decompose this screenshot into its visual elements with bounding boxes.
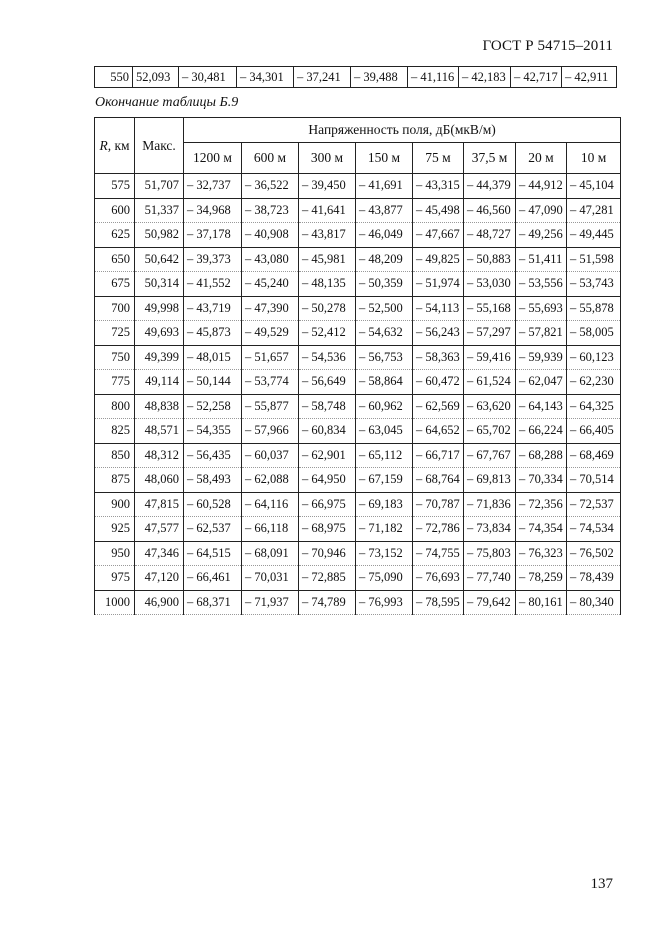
table-cell: – 73,152 — [356, 541, 413, 566]
table-cell: – 38,723 — [242, 198, 299, 223]
table-cell: – 39,488 — [351, 67, 408, 88]
table-cell: – 70,031 — [242, 566, 299, 591]
field-strength-table — [94, 117, 621, 615]
table-cell: – 54,632 — [356, 321, 413, 346]
table-cell: – 57,297 — [464, 321, 516, 346]
column-group-header: Напряженность поля, дБ(мкВ/м) — [184, 118, 621, 143]
table-cell: – 39,450 — [299, 174, 356, 199]
table-cell: – 68,469 — [567, 443, 621, 468]
table-row — [95, 590, 621, 615]
table-cell: – 45,498 — [413, 198, 464, 223]
table-cell: – 54,536 — [299, 345, 356, 370]
table-row — [95, 370, 621, 395]
table-row — [95, 174, 621, 199]
table-cell: – 68,764 — [413, 468, 464, 493]
table-cell: – 68,975 — [299, 517, 356, 542]
table-cell: – 77,740 — [464, 566, 516, 591]
table-cell: 48,060 — [135, 468, 184, 493]
table-cell: – 65,112 — [356, 443, 413, 468]
table-cell: 675 — [95, 272, 135, 297]
table-cell: – 57,966 — [242, 419, 299, 444]
table-cell: – 63,620 — [464, 394, 516, 419]
table-cell: – 64,515 — [184, 541, 242, 566]
table-cell: – 43,817 — [299, 223, 356, 248]
column-header-height: 600 м — [242, 143, 299, 174]
table-cell: – 66,461 — [184, 566, 242, 591]
table-cell: – 76,502 — [567, 541, 621, 566]
table-cell: – 60,528 — [184, 492, 242, 517]
table-cell: – 76,693 — [413, 566, 464, 591]
table-cell: – 48,209 — [356, 247, 413, 272]
table-cell: – 49,825 — [413, 247, 464, 272]
column-header-max: Макс. — [135, 118, 184, 174]
table-cell: – 72,885 — [299, 566, 356, 591]
table-cell: 51,337 — [135, 198, 184, 223]
table-cell: – 66,118 — [242, 517, 299, 542]
table-cell: – 50,359 — [356, 272, 413, 297]
table-cell: – 43,315 — [413, 174, 464, 199]
table-cell: – 30,481 — [179, 67, 237, 88]
table-cell: – 70,787 — [413, 492, 464, 517]
table-row — [95, 443, 621, 468]
table-cell: – 36,522 — [242, 174, 299, 199]
table-cell: – 41,552 — [184, 272, 242, 297]
table-cell: – 69,813 — [464, 468, 516, 493]
table-cell: – 56,435 — [184, 443, 242, 468]
table-cell: 1000 — [95, 590, 135, 615]
table-cell: – 45,240 — [242, 272, 299, 297]
table-cell: 48,312 — [135, 443, 184, 468]
table-cell: 52,093 — [133, 67, 179, 88]
table-cell: – 74,534 — [567, 517, 621, 542]
table-cell: – 58,363 — [413, 345, 464, 370]
table-cell: 700 — [95, 296, 135, 321]
table-cell: 950 — [95, 541, 135, 566]
table-cell: 575 — [95, 174, 135, 199]
table-cell: – 53,030 — [464, 272, 516, 297]
table-cell: – 71,182 — [356, 517, 413, 542]
table-cell: – 62,047 — [516, 370, 567, 395]
table-cell: – 55,168 — [464, 296, 516, 321]
table-cell: – 50,278 — [299, 296, 356, 321]
table-cell: – 73,834 — [464, 517, 516, 542]
table-cell: – 74,755 — [413, 541, 464, 566]
column-header-height: 150 м — [356, 143, 413, 174]
table-row — [95, 67, 617, 88]
table-cell: – 66,224 — [516, 419, 567, 444]
table-cell: – 68,091 — [242, 541, 299, 566]
table-cell: – 34,968 — [184, 198, 242, 223]
table-row — [95, 492, 621, 517]
table-cell: – 76,993 — [356, 590, 413, 615]
table-cell: – 70,946 — [299, 541, 356, 566]
table-cell: 50,642 — [135, 247, 184, 272]
table-cell: – 51,974 — [413, 272, 464, 297]
table-cell: 775 — [95, 370, 135, 395]
table-cell: – 72,786 — [413, 517, 464, 542]
table-cell: – 47,667 — [413, 223, 464, 248]
table-cell: – 34,301 — [237, 67, 294, 88]
table-cell: – 64,325 — [567, 394, 621, 419]
table-cell: – 78,595 — [413, 590, 464, 615]
table-cell: – 47,090 — [516, 198, 567, 223]
table-row — [95, 321, 621, 346]
table-cell: – 58,864 — [356, 370, 413, 395]
column-header-height: 10 м — [567, 143, 621, 174]
table-cell: – 51,411 — [516, 247, 567, 272]
table-cell: 51,707 — [135, 174, 184, 199]
table-cell: – 41,691 — [356, 174, 413, 199]
table-cell: 625 — [95, 223, 135, 248]
table-cell: 550 — [95, 67, 133, 88]
table-row — [95, 468, 621, 493]
table-cell: 725 — [95, 321, 135, 346]
table-cell: – 71,937 — [242, 590, 299, 615]
table-cell: 900 — [95, 492, 135, 517]
table-row — [95, 272, 621, 297]
table-caption: Окончание таблицы Б.9 — [95, 95, 239, 110]
table-cell: – 49,445 — [567, 223, 621, 248]
table-cell: 46,900 — [135, 590, 184, 615]
table-cell: – 62,537 — [184, 517, 242, 542]
table-cell: – 65,702 — [464, 419, 516, 444]
column-header-distance: R, км — [95, 118, 135, 174]
table-cell: 600 — [95, 198, 135, 223]
table-cell: – 37,241 — [294, 67, 351, 88]
table-cell: – 63,045 — [356, 419, 413, 444]
table-cell: – 61,524 — [464, 370, 516, 395]
table-cell: – 62,088 — [242, 468, 299, 493]
table-cell: – 46,560 — [464, 198, 516, 223]
table-row — [95, 517, 621, 542]
table-cell: 850 — [95, 443, 135, 468]
table-cell: – 54,113 — [413, 296, 464, 321]
table-cell: – 78,259 — [516, 566, 567, 591]
table-cell: 47,815 — [135, 492, 184, 517]
table-cell: – 64,950 — [299, 468, 356, 493]
table-cell: 49,998 — [135, 296, 184, 321]
table-cell: – 72,537 — [567, 492, 621, 517]
column-header-height: 1200 м — [184, 143, 242, 174]
table-cell: – 44,912 — [516, 174, 567, 199]
table-cell: – 69,183 — [356, 492, 413, 517]
table-cell: – 48,135 — [299, 272, 356, 297]
table-cell: – 48,015 — [184, 345, 242, 370]
table-cell: 925 — [95, 517, 135, 542]
table-cell: – 55,877 — [242, 394, 299, 419]
table-cell: – 43,719 — [184, 296, 242, 321]
table-cell: – 75,090 — [356, 566, 413, 591]
column-header-height: 300 м — [299, 143, 356, 174]
table-cell: 825 — [95, 419, 135, 444]
table-cell: – 56,649 — [299, 370, 356, 395]
table-cell: – 74,789 — [299, 590, 356, 615]
table-cell: 975 — [95, 566, 135, 591]
table-cell: 49,114 — [135, 370, 184, 395]
table-cell: – 80,161 — [516, 590, 567, 615]
table-row — [95, 566, 621, 591]
table-cell: 49,693 — [135, 321, 184, 346]
table-cell: – 42,911 — [562, 67, 617, 88]
table-cell: – 58,748 — [299, 394, 356, 419]
table-cell: – 50,883 — [464, 247, 516, 272]
table-cell: – 56,753 — [356, 345, 413, 370]
table-cell: – 45,981 — [299, 247, 356, 272]
table-cell: – 74,354 — [516, 517, 567, 542]
table-cell: – 56,243 — [413, 321, 464, 346]
table-cell: 875 — [95, 468, 135, 493]
table-cell: 47,120 — [135, 566, 184, 591]
table-cell: – 53,743 — [567, 272, 621, 297]
table-cell: – 64,116 — [242, 492, 299, 517]
table-cell: – 43,080 — [242, 247, 299, 272]
table-cell: – 67,159 — [356, 468, 413, 493]
table-cell: – 71,836 — [464, 492, 516, 517]
table-row — [95, 419, 621, 444]
previous-page-row-table — [94, 66, 617, 88]
table-cell: – 44,379 — [464, 174, 516, 199]
table-cell: 800 — [95, 394, 135, 419]
table-cell: – 66,405 — [567, 419, 621, 444]
table-cell: – 54,355 — [184, 419, 242, 444]
table-cell: – 70,334 — [516, 468, 567, 493]
table-cell: – 76,323 — [516, 541, 567, 566]
table-cell: – 41,116 — [408, 67, 459, 88]
table-cell: 50,314 — [135, 272, 184, 297]
table-cell: – 62,230 — [567, 370, 621, 395]
table-cell: 49,399 — [135, 345, 184, 370]
table-cell: 48,571 — [135, 419, 184, 444]
table-cell: – 80,340 — [567, 590, 621, 615]
column-header-height: 75 м — [413, 143, 464, 174]
table-cell: 650 — [95, 247, 135, 272]
table-row — [95, 541, 621, 566]
table-cell: – 50,144 — [184, 370, 242, 395]
table-row — [95, 247, 621, 272]
table-cell: – 59,416 — [464, 345, 516, 370]
table-cell: – 75,803 — [464, 541, 516, 566]
page-number: 137 — [590, 876, 613, 892]
table-cell: – 49,256 — [516, 223, 567, 248]
table-row — [95, 345, 621, 370]
table-row — [95, 296, 621, 321]
table-cell: – 79,642 — [464, 590, 516, 615]
table-cell: – 62,569 — [413, 394, 464, 419]
table-cell: – 53,774 — [242, 370, 299, 395]
table-cell: – 66,717 — [413, 443, 464, 468]
table-cell: – 52,412 — [299, 321, 356, 346]
table-row — [95, 223, 621, 248]
table-cell: – 51,598 — [567, 247, 621, 272]
table-cell: – 51,657 — [242, 345, 299, 370]
table-cell: – 41,641 — [299, 198, 356, 223]
table-cell: – 42,717 — [511, 67, 562, 88]
table-cell: 48,838 — [135, 394, 184, 419]
table-cell: – 59,939 — [516, 345, 567, 370]
table-cell: – 55,878 — [567, 296, 621, 321]
table-cell: – 70,514 — [567, 468, 621, 493]
table-cell: – 52,258 — [184, 394, 242, 419]
table-cell: – 32,737 — [184, 174, 242, 199]
table-cell: – 37,178 — [184, 223, 242, 248]
table-cell: – 72,356 — [516, 492, 567, 517]
table-cell: 47,346 — [135, 541, 184, 566]
table-cell: – 39,373 — [184, 247, 242, 272]
table-cell: 50,982 — [135, 223, 184, 248]
table-cell: 750 — [95, 345, 135, 370]
table-cell: – 68,371 — [184, 590, 242, 615]
table-cell: – 47,281 — [567, 198, 621, 223]
table-header-row — [95, 118, 621, 143]
table-cell: – 47,390 — [242, 296, 299, 321]
table-cell: – 52,500 — [356, 296, 413, 321]
table-cell: – 64,143 — [516, 394, 567, 419]
table-cell: 47,577 — [135, 517, 184, 542]
table-cell: – 66,975 — [299, 492, 356, 517]
table-cell: – 68,288 — [516, 443, 567, 468]
table-cell: – 57,821 — [516, 321, 567, 346]
table-row — [95, 394, 621, 419]
table-cell: – 49,529 — [242, 321, 299, 346]
table-cell: – 60,834 — [299, 419, 356, 444]
column-header-height: 37,5 м — [464, 143, 516, 174]
document-header: ГОСТ Р 54715–2011 — [482, 38, 613, 54]
table-cell: – 67,767 — [464, 443, 516, 468]
table-cell: – 60,037 — [242, 443, 299, 468]
table-cell: – 45,104 — [567, 174, 621, 199]
table-cell: – 58,005 — [567, 321, 621, 346]
table-row — [95, 198, 621, 223]
table-cell: – 45,873 — [184, 321, 242, 346]
table-cell: – 43,877 — [356, 198, 413, 223]
table-cell: – 62,901 — [299, 443, 356, 468]
table-cell: – 53,556 — [516, 272, 567, 297]
table-cell: – 60,123 — [567, 345, 621, 370]
table-cell: – 42,183 — [459, 67, 511, 88]
table-cell: – 64,652 — [413, 419, 464, 444]
table-cell: – 78,439 — [567, 566, 621, 591]
table-cell: – 60,962 — [356, 394, 413, 419]
table-cell: – 46,049 — [356, 223, 413, 248]
table-cell: – 40,908 — [242, 223, 299, 248]
table-cell: – 60,472 — [413, 370, 464, 395]
table-cell: – 48,727 — [464, 223, 516, 248]
table-cell: – 58,493 — [184, 468, 242, 493]
column-header-height: 20 м — [516, 143, 567, 174]
table-cell: – 55,693 — [516, 296, 567, 321]
